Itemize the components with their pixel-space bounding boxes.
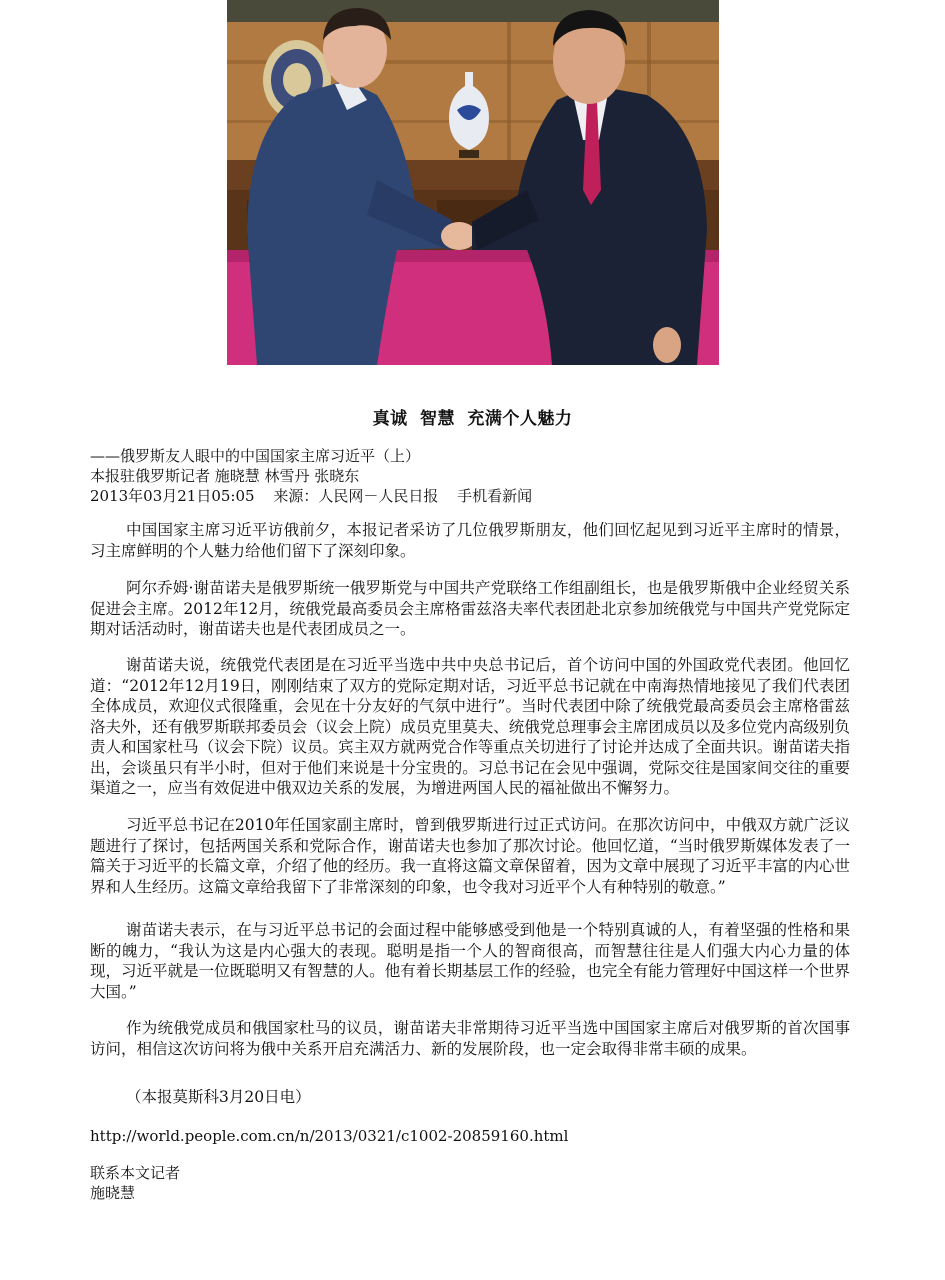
paragraph: 中国国家主席习近平访俄前夕，本报记者采访了几位俄罗斯朋友，他们回忆起见到习近平主席时的情景，习主席鲜明的个人魅力给他们留下了深刻印象。	[90, 521, 850, 560]
paragraph: 阿尔乔姆·谢苗诺夫是俄罗斯统一俄罗斯党与中国共产党联络工作组副组长，也是俄罗斯俄中企业经贸关系促进会主席。2012年12月，统俄党最高委员会主席格雷兹洛夫率代表团赴北京参加统俄党与中国共产党党际定期对话活动时，谢苗诺夫也是代表团成员之一。	[90, 579, 850, 638]
dateline-footer: （本报莫斯科3月20日电）	[126, 1088, 311, 1106]
article-dateline	[90, 486, 850, 506]
article-source: 来源：人民网－人民日报	[273, 487, 439, 505]
contact-label[interactable]: 联系本文记者	[90, 1164, 181, 1182]
contact-name[interactable]: 施晓慧	[90, 1184, 136, 1202]
paragraph: 谢苗诺夫说，统俄党代表团是在习近平当选中共中央总书记后，首个访问中国的外国政党代表团。他回忆道：“2012年12月19日，刚刚结束了双方的党际定期对话，习近平总书记就在中南海热情地接见了我们代表团全体成员，欢迎仪式很隆重，会见在十分友好的气氛中进行”。当时代表团中除了统俄党最高委员会主席格雷兹洛夫外，还有俄罗斯联邦委员会（议会上院）成员克里莫夫、统俄党总理事会主席团成员以及多位党内高级别负责人和国家杜马（议会下院）议员。宾主双方就两党合作等重点关切进行了讨论并达成了全面共识。谢苗诺夫指出，会谈虽只有半小时，但对于他们来说是十分宝贵的。习总书记在会见中强调，党际交往是国家间交往的重要渠道之一，应当有效促进中俄双边关系的发展，为增进两国人民的福祉做出不懈努力。	[90, 656, 850, 797]
article-url[interactable]: http://world.people.com.cn/n/2013/0321/c1002-20859160.html	[90, 1127, 569, 1145]
article-byline: 本报驻俄罗斯记者 施晓慧 林雪丹 张晓东	[90, 467, 360, 485]
article-subtitle: ——俄罗斯友人眼中的中国国家主席习近平（上）	[90, 447, 421, 465]
publish-date: 2013年03月21日05:05	[90, 487, 255, 505]
mobile-news-link[interactable]: 手机看新闻	[457, 487, 533, 505]
paragraph: 作为统俄党成员和俄国家杜马的议员，谢苗诺夫非常期待习近平当选中国国家主席后对俄罗斯的首次国事访问，相信这次访问将为俄中关系开启充满活力、新的发展阶段，也一定会取得非常丰硕的成果。	[90, 1019, 850, 1058]
article-title: 真诚 智慧 充满个人魅力	[372, 409, 573, 429]
paragraph: 习近平总书记在2010年任国家副主席时，曾到俄罗斯进行过正式访问。在那次访问中，中俄双方就广泛议题进行了探讨，包括两国关系和党际合作，谢苗诺夫也参加了那次讨论。他回忆道，“当时俄罗斯媒体发表了一篇关于习近平的长篇文章，介绍了他的经历。我一直将这篇文章保留着，因为文章中展现了习近平丰富的内心世界和人生经历。这篇文章给我留下了非常深刻的印象，也令我对习近平个人有种特别的敬意。”	[90, 816, 850, 896]
paragraph: 谢苗诺夫表示，在与习近平总书记的会面过程中能够感受到他是一个特别真诚的人，有着坚强的性格和果断的魄力，“我认为这是内心强大的表现。聪明是指一个人的智商很高，而智慧往往是人们强大内心力量的体现，习近平就是一位既聪明又有智慧的人。他有着长期基层工作的经验，也完全有能力管理好中国这样一个世界大国。”	[90, 921, 850, 1001]
contact-reporter	[90, 1163, 180, 1203]
news-photo	[227, 0, 719, 365]
